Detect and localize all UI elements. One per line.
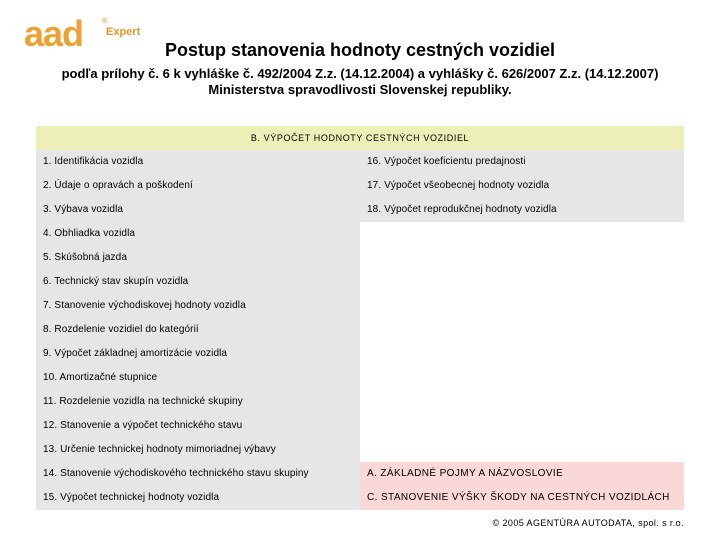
logo-expert-label: Expert	[106, 26, 141, 38]
menu-item-vychodiskovy-stav-skupiny[interactable]: 14. Stanovenie východiskového technického stavu skupiny	[36, 462, 360, 486]
menu-item-udaje-o-opravach[interactable]: 2. Údaje o opravách a poškodení	[36, 174, 360, 198]
logo-text: aad	[24, 13, 84, 54]
menu-item-technicka-hodnota[interactable]: 15. Výpočet technickej hodnoty vozidla	[36, 486, 360, 510]
logo-registered-mark: ®	[102, 18, 108, 25]
menu-item-amortizacne-stupnice[interactable]: 10. Amortizačné stupnice	[36, 366, 360, 390]
menu-item-obhliadka[interactable]: 4. Obhliadka vozidla	[36, 222, 360, 246]
menu-item-vybava[interactable]: 3. Výbava vozidla	[36, 198, 360, 222]
menu-item-technicke-skupiny[interactable]: 11. Rozdelenie vozidla na technické skupiny	[36, 390, 360, 414]
page-subtitle: podľa prílohy č. 6 k vyhláške č. 492/2004 Z.z. (14.12.2004) a vyhlášky č. 626/2007 Z.z. (14.12.2007) Ministerstva spravodlivosti Slovenskej republiky.	[61, 66, 659, 97]
menu-item-koeficient-predajnosti[interactable]: 16. Výpočet koeficientu predajnosti	[360, 150, 684, 174]
section-header: B. VÝPOČET HODNOTY CESTNÝCH VOZIDIEL	[36, 126, 684, 150]
menu-item-zakladna-amortizacia[interactable]: 9. Výpočet základnej amortizácie vozidla	[36, 342, 360, 366]
menu-item-identifikacia[interactable]: 1. Identifikácia vozidla	[36, 150, 360, 174]
menu-item-reprodukcna-hodnota[interactable]: 18. Výpočet reprodukčnej hodnoty vozidla	[360, 198, 684, 222]
menu-item-rozdelenie-kategorii[interactable]: 8. Rozdelenie vozidiel do kategórií	[36, 318, 360, 342]
empty-area	[360, 222, 684, 462]
menu-item-mimoriadna-vybava[interactable]: 13. Určenie technickej hodnoty mimoriadnej výbavy	[36, 438, 360, 462]
menu-item-vseobecna-hodnota[interactable]: 17. Výpočet všeobecnej hodnoty vozidla	[360, 174, 684, 198]
menu-item-skusobna-jazda[interactable]: 5. Skúšobná jazda	[36, 246, 360, 270]
menu-item-technicky-stav-skupin[interactable]: 6. Technický stav skupín vozidla	[36, 270, 360, 294]
menu-item-technicky-stav[interactable]: 12. Stanovenie a výpočet technického stavu	[36, 414, 360, 438]
section-link-zakladne-pojmy[interactable]: A. ZÁKLADNÉ POJMY A NÁZVOSLOVIE	[360, 462, 684, 486]
page-title: Postup stanovenia hodnoty cestných vozidiel	[164, 40, 556, 60]
menu-item-vychodiskova-hodnota[interactable]: 7. Stanovenie východiskovej hodnoty vozidla	[36, 294, 360, 318]
section-link-vyska-skody[interactable]: C. STANOVENIE VÝŠKY ŠKODY NA CESTNÝCH VOZIDLÁCH	[360, 486, 684, 510]
copyright-footer: © 2005 AGENTÚRA AUTODATA, spol. s r.o.	[492, 518, 684, 528]
